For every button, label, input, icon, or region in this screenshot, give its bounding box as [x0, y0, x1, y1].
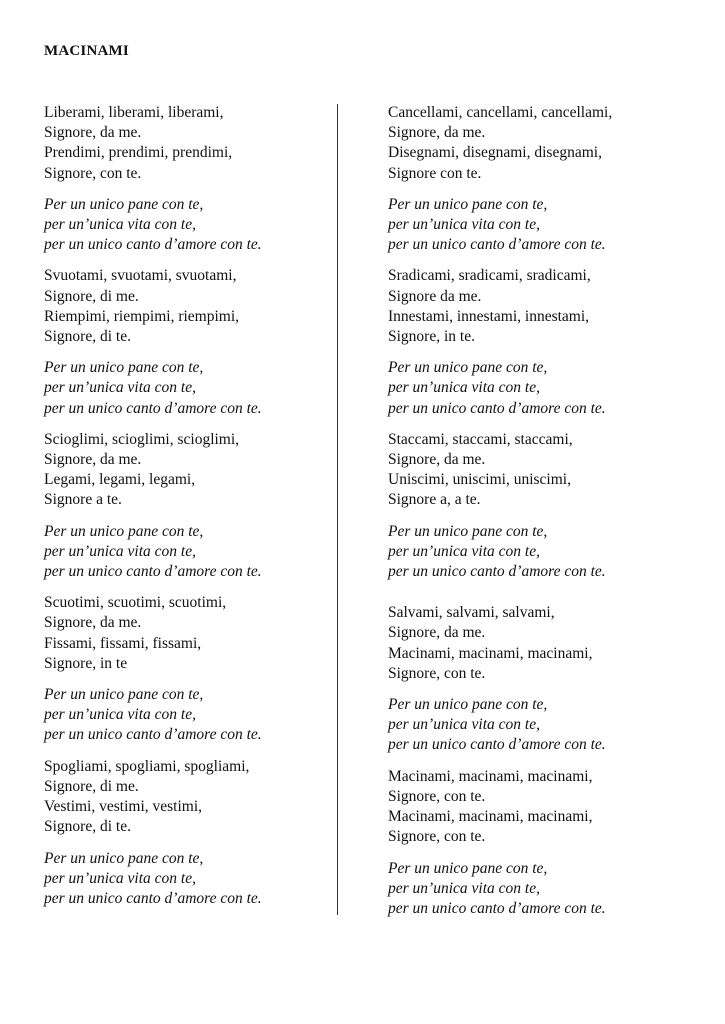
lyric-line: Signore, di me. [44, 777, 139, 795]
refrain-line: per un’unica vita con te, [388, 879, 540, 897]
stanza-refrain [44, 522, 344, 583]
lyric-line: Signore, da me. [44, 451, 142, 469]
stanza-verse [44, 103, 344, 184]
stanza-verse [44, 430, 344, 511]
refrain-line: per un unico canto d’amore con te. [44, 889, 262, 907]
refrain-line: per un’unica vita con te, [388, 542, 540, 560]
refrain-line: per un unico canto d’amore con te. [44, 726, 262, 744]
stanza-refrain [44, 358, 344, 419]
lyric-line: Signore, con te. [388, 787, 486, 805]
lyric-line: Signore, con te. [44, 164, 142, 182]
lyric-line: Riempimi, riempimi, riempimi, [44, 307, 240, 325]
stanza-refrain [388, 859, 688, 920]
lyric-line: Cancellami, cancellami, cancellami, [388, 104, 613, 121]
lyric-line: Liberami, liberami, liberami, [44, 104, 224, 121]
refrain-line: per un unico canto d’amore con te. [44, 236, 262, 254]
right-column [388, 103, 688, 930]
stanza-refrain [44, 195, 344, 256]
refrain-line: per un’unica vita con te, [44, 542, 196, 560]
lyric-line: Signore, con te. [388, 828, 486, 846]
stanza-refrain [44, 685, 344, 746]
lyric-line: Fissami, fissami, fissami, [44, 634, 202, 652]
lyric-line: Staccami, staccami, staccami, [388, 430, 573, 448]
refrain-line: per un’unica vita con te, [44, 869, 196, 887]
lyric-line: Macinami, macinami, macinami, [388, 808, 593, 826]
lyric-line: Signore, in te. [388, 328, 475, 346]
lyric-line: Signore, con te. [388, 664, 486, 682]
refrain-line: Per un unico pane con te, [44, 195, 204, 213]
lyric-line: Uniscimi, uniscimi, uniscimi, [388, 471, 571, 489]
lyric-line: Innestami, innestami, innestami, [388, 307, 590, 325]
lyric-line: Signore con te. [388, 164, 482, 182]
refrain-line: per un’unica vita con te, [388, 716, 540, 734]
lyric-line: Signore, da me. [44, 124, 142, 142]
refrain-line: per un unico canto d’amore con te. [388, 563, 606, 581]
refrain-line: per un unico canto d’amore con te. [388, 736, 606, 754]
refrain-line: Per un unico pane con te, [388, 359, 548, 377]
lyric-line: Signore, da me. [44, 614, 142, 632]
lyric-line: Scioglimi, scioglimi, scioglimi, [44, 430, 240, 448]
stanza-verse [388, 266, 688, 347]
page-title: MACINAMI [44, 43, 129, 59]
lyric-line: Signore a, a te. [388, 491, 481, 509]
stanza-refrain [388, 522, 688, 583]
stanza-refrain [44, 849, 344, 910]
lyric-line: Signore da me. [388, 287, 482, 305]
refrain-line: per un unico canto d’amore con te. [388, 899, 606, 917]
lyric-line: Scuotimi, scuotimi, scuotimi, [44, 594, 227, 612]
lyric-line: Signore a te. [44, 491, 122, 509]
refrain-line: per un’unica vita con te, [44, 216, 196, 234]
lyric-line: Spogliami, spogliami, spogliami, [44, 757, 250, 775]
refrain-line: per un unico canto d’amore con te. [44, 563, 262, 581]
stanza-verse [44, 266, 344, 347]
stanza-verse [44, 593, 344, 674]
lyric-line: Disegnami, disegnami, disegnami, [388, 144, 602, 162]
stanza-verse [388, 103, 688, 184]
stanza-verse [388, 430, 688, 511]
stanza-refrain [388, 358, 688, 419]
lyric-line: Macinami, macinami, macinami, [388, 767, 593, 785]
lyric-line: Signore, di me. [44, 287, 139, 305]
refrain-line: Per un unico pane con te, [388, 859, 548, 877]
refrain-line: per un unico canto d’amore con te. [388, 399, 606, 417]
lyric-line: Signore, da me. [388, 124, 486, 142]
lyric-line: Signore, di te. [44, 328, 131, 346]
stanza-verse [388, 767, 688, 848]
lyric-line: Sradicami, sradicami, sradicami, [388, 267, 591, 285]
lyric-line: Vestimi, vestimi, vestimi, [44, 798, 203, 816]
stanza-verse [44, 757, 344, 838]
left-column [44, 103, 344, 920]
refrain-line: per un’unica vita con te, [388, 379, 540, 397]
lyric-line: Prendimi, prendimi, prendimi, [44, 144, 233, 162]
refrain-line: Per un unico pane con te, [44, 359, 204, 377]
lyric-line: Macinami, macinami, macinami, [388, 644, 593, 662]
stanza-refrain [388, 695, 688, 756]
lyric-line: Signore, di te. [44, 818, 131, 836]
refrain-line: Per un unico pane con te, [44, 849, 204, 867]
refrain-line: Per un unico pane con te, [388, 522, 548, 540]
lyric-line: Salvami, salvami, salvami, [388, 604, 555, 622]
lyric-line: Legami, legami, legami, [44, 471, 196, 489]
refrain-line: Per un unico pane con te, [388, 696, 548, 714]
refrain-line: per un’unica vita con te, [388, 216, 540, 234]
stanza-refrain [388, 195, 688, 256]
refrain-line: Per un unico pane con te, [388, 195, 548, 213]
lyric-line: Signore, in te [44, 654, 128, 672]
lyric-line: Svuotami, svuotami, svuotami, [44, 267, 237, 285]
refrain-line: per un unico canto d’amore con te. [388, 236, 606, 254]
refrain-line: per un’unica vita con te, [44, 379, 196, 397]
refrain-line: per un unico canto d’amore con te. [44, 399, 262, 417]
refrain-line: Per un unico pane con te, [44, 522, 204, 540]
refrain-line: Per un unico pane con te, [44, 686, 204, 704]
column-divider [337, 104, 338, 915]
stanza-verse [388, 603, 688, 684]
lyric-line: Signore, da me. [388, 624, 486, 642]
lyric-line: Signore, da me. [388, 451, 486, 469]
refrain-line: per un’unica vita con te, [44, 706, 196, 724]
